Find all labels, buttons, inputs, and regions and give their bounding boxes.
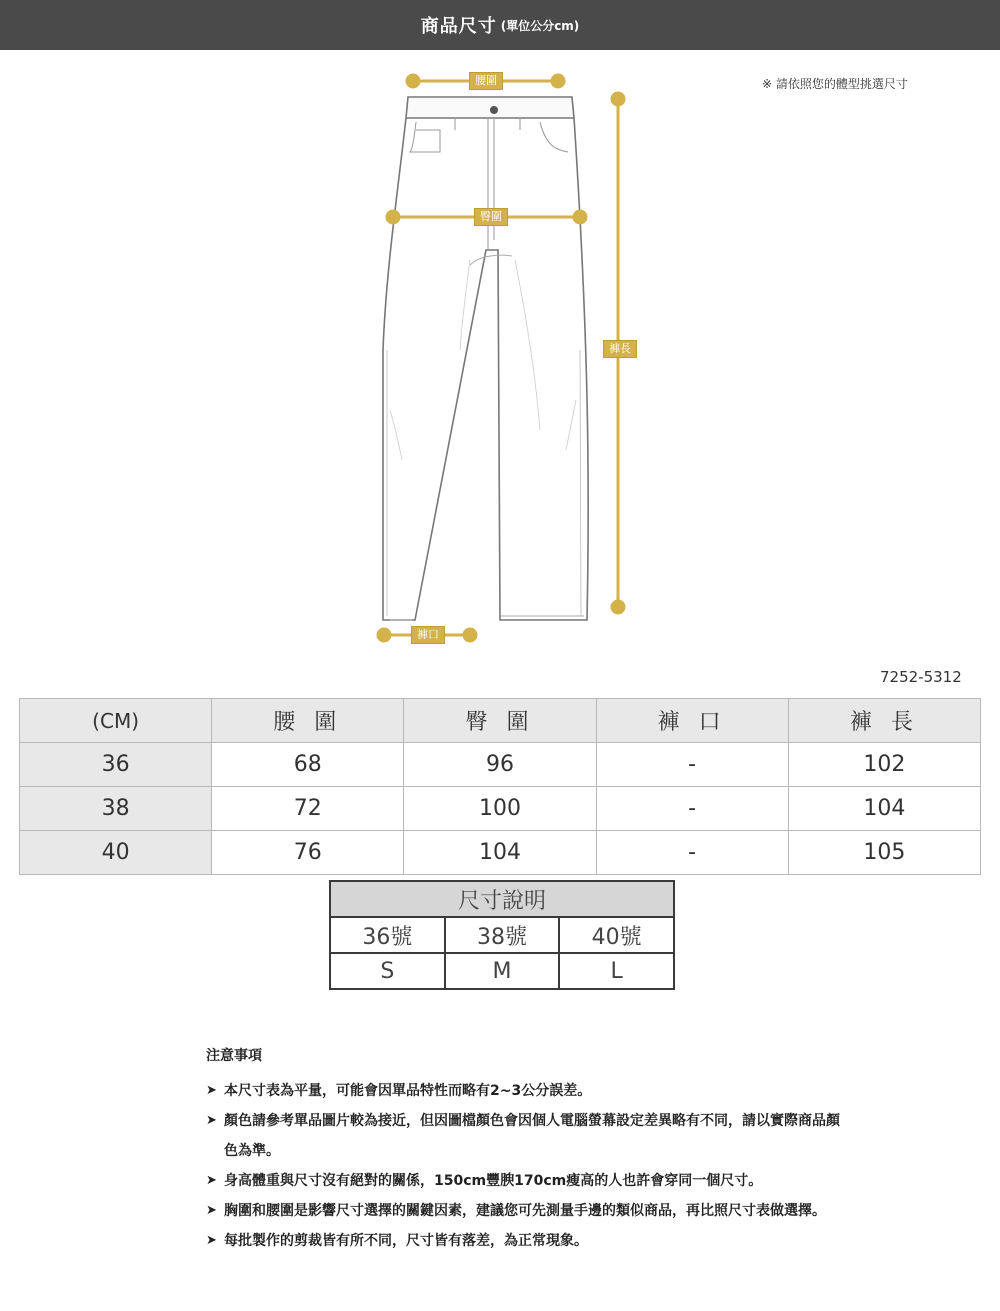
note-text: 顏色請參考單品圖片較為接近，但因圖檔顏色會因個人電腦螢幕設定差異略有不同，請以實際商品顏色為準。 [224, 1113, 840, 1159]
size-number: 36號 [330, 917, 445, 953]
header-hip: 臀 圍 [404, 699, 596, 743]
waist-cell: 72 [212, 787, 404, 831]
header-waist: 腰 圍 [212, 699, 404, 743]
length-cell: 104 [788, 787, 980, 831]
list-item [206, 1226, 846, 1256]
size-cell: 40 [20, 831, 212, 875]
note-text: 本尺寸表為平量，可能會因單品特性而略有2~3公分誤差。 [224, 1083, 592, 1099]
size-cell: 36 [20, 743, 212, 787]
length-cell: 105 [788, 831, 980, 875]
pants-diagram [0, 50, 1000, 660]
hip-label: 臀圍 [474, 208, 508, 226]
table-row [20, 831, 981, 875]
header-hem: 褲 口 [596, 699, 788, 743]
waist-label: 腰圍 [469, 72, 503, 90]
header-title: 商品尺寸 [420, 16, 497, 37]
hem-cell: - [596, 787, 788, 831]
arrow-icon: ➤ [206, 1173, 217, 1188]
page-header [0, 0, 1000, 50]
header-cm: (CM) [20, 699, 212, 743]
pants-illustration [0, 50, 1000, 660]
header-length: 褲 長 [788, 699, 980, 743]
size-number: 40號 [559, 917, 674, 953]
arrow-icon: ➤ [206, 1233, 217, 1248]
size-guide-table [329, 880, 675, 990]
waist-cell: 68 [212, 743, 404, 787]
list-item [206, 1166, 846, 1196]
arrow-icon: ➤ [206, 1113, 217, 1128]
size-letter: S [330, 953, 445, 989]
size-letter: M [445, 953, 560, 989]
hem-cell: - [596, 831, 788, 875]
hip-cell: 104 [404, 831, 596, 875]
size-number: 38號 [445, 917, 560, 953]
size-guide-row [330, 953, 674, 989]
length-label: 褲長 [603, 340, 637, 358]
size-cell: 38 [20, 787, 212, 831]
list-item [206, 1106, 846, 1166]
table-row [20, 743, 981, 787]
hem-cell: - [596, 743, 788, 787]
list-item [206, 1196, 846, 1226]
header-unit: (單位公分cm) [500, 18, 580, 33]
size-guide-title: 尺寸說明 [330, 881, 674, 917]
note-text: 身高體重與尺寸沒有絕對的關係，150cm豐腴170cm瘦高的人也許會穿同一個尺寸。 [224, 1173, 763, 1189]
size-selection-note: ※ 請依照您的體型挑選尺寸 [762, 77, 908, 91]
note-text: 每批製作的剪裁皆有所不同，尺寸皆有落差，為正常現象。 [224, 1233, 588, 1249]
arrow-icon: ➤ [206, 1203, 217, 1218]
list-item [206, 1076, 846, 1106]
notes-title: 注意事項 [206, 1048, 262, 1064]
hip-cell: 100 [404, 787, 596, 831]
hip-cell: 96 [404, 743, 596, 787]
waist-cell: 76 [212, 831, 404, 875]
size-table [19, 698, 981, 875]
size-guide-row [330, 917, 674, 953]
note-text: 胸圍和腰圍是影響尺寸選擇的關鍵因素，建議您可先測量手邊的類似商品，再比照尺寸表做選擇。 [224, 1203, 826, 1219]
table-row [20, 787, 981, 831]
hem-label: 褲口 [411, 626, 445, 644]
length-cell: 102 [788, 743, 980, 787]
arrow-icon: ➤ [206, 1083, 217, 1098]
notes-section [206, 1046, 846, 1256]
product-code: 7252-5312 [880, 668, 962, 686]
size-letter: L [559, 953, 674, 989]
size-table-header [20, 699, 981, 743]
